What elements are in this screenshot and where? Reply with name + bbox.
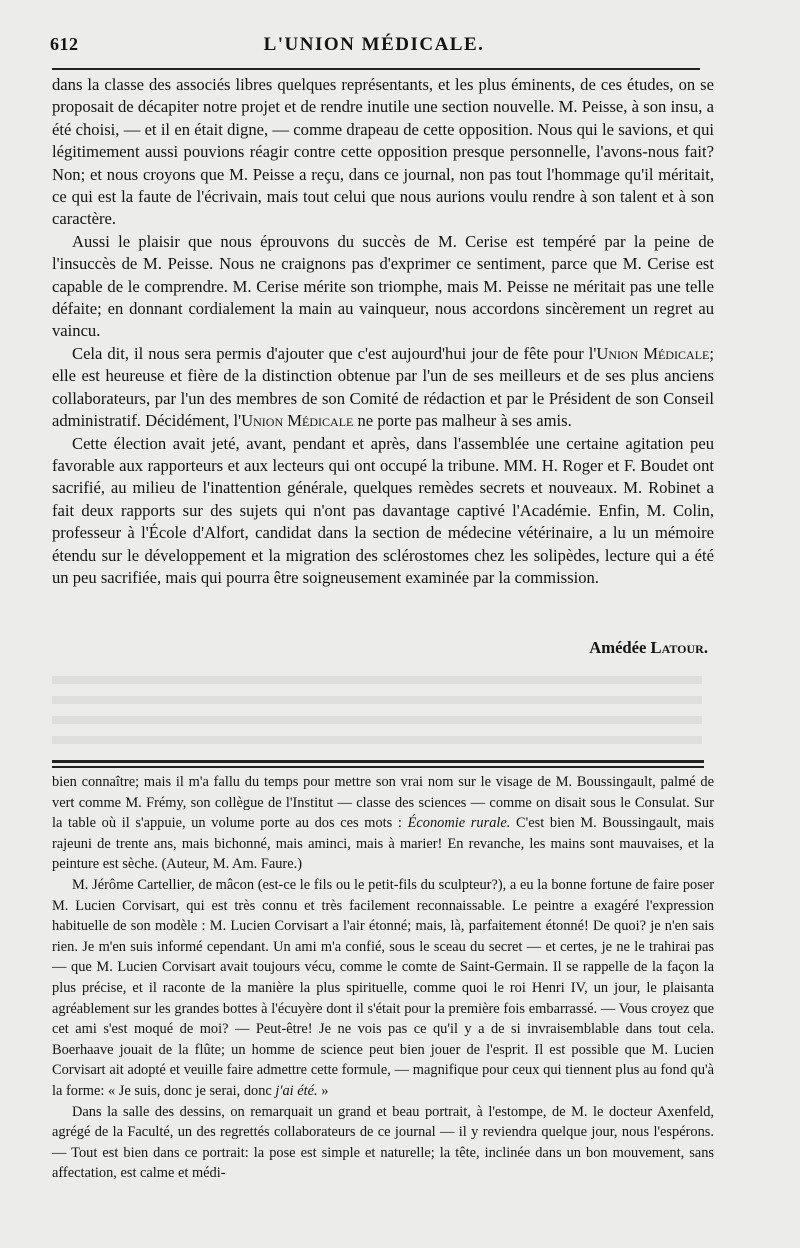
page-number: 612 [50, 34, 79, 54]
feuilleton-rule-top [52, 760, 704, 763]
feuilleton-paragraph-2 [52, 875, 714, 1102]
article-paragraph-1: dans la classe des associés libres quelques représentants, et les plus éminents, de ces études, on se proposait de décapiter notre projet et de rendre inutile une section nouvelle. M. Peisse, à son insu, a été choisi, — et il en était digne, — comme drapeau de cette opposition. Nous qui le savions, et qui légitimement aussi pouvions réagir contre cette opposition presque personnelle, l'avons-nous fait? Non; et nous croyons que M. Peisse a reçu, dans ce journal, non pas tout l'hommage qu'il méritait, ce qui est la faute de l'écrivain, mais tout celui que nous aurions voulu rendre à son talent et à son caractère. [52, 75, 714, 229]
feuilleton-body [52, 772, 714, 1184]
p3-text-3: ne porte pas malheur à ses amis. [353, 411, 572, 431]
feuilleton-rule-bottom [52, 766, 704, 768]
f2-end: » [317, 1082, 329, 1099]
journal-name: Union Médicale [596, 343, 710, 363]
article-paragraph-4: Cette élection avait jeté, avant, pendant et après, dans l'assemblée une certaine agitation peu favorable aux rapporteurs et aux lecteurs qui ont occupé la tribune. MM. H. Roger et F. Boudet ont sacrifié, au milieu de l'inattention générale, quelques remèdes secrets et nouveaux. M. Robinet a fait deux rapports sur des sujets qui n'ont pas davantage captivé l'Académie. Enfin, M. Colin, professeur à l'École d'Alfort, candidat dans la section de médecine vétérinaire, a lu un mémoire étendu sur le développement et la migration des sclérostomes chez les solipèdes, lecture qui a été un peu sacrifiée, mais qui pourra être soigneusement examinée par la commission. [52, 433, 714, 587]
running-title: L'UNION MÉDICALE. [263, 34, 485, 55]
journal-name: Union Médicale [241, 411, 354, 431]
show-through-area [52, 664, 702, 754]
f1-text: bien connaître; mais il m'a fallu du temps pour mettre son vrai nom sur le visage de M. Boussingault, palmé de vert comme M. Frémy, son collègue de l'Institut — classe des sciences — comme on disait sous le Consulat. Sur la table où il s'appuie, un volume porte au dos ces mots : [52, 774, 714, 832]
f1-rest: C'est bien M. Boussingault, mais rajeuni de trente ans, mais bichonné, mais aminci, mais à marier! En revanche, les mains sont mauvaises, et la peinture est sèche. (Auteur, M. Am. Faure.) [52, 815, 714, 873]
article-body [52, 74, 714, 589]
motto-italic: j'ai été. [275, 1082, 318, 1099]
p3-text-1: Cela dit, il nous sera permis d'ajouter que c'est aujourd'hui jour de fête pour l' [72, 343, 597, 363]
page-header [50, 30, 698, 66]
book-title: Économie rurale. [407, 815, 511, 832]
header-rule [52, 68, 700, 70]
article-paragraph-3 [52, 343, 714, 433]
article-paragraph-2: Aussi le plaisir que nous éprouvons du succès de M. Cerise est tempéré par la peine de l'insuccès de M. Peisse. Nous ne craignons pas d'exprimer ce sentiment, parce que M. Cerise est capable de le comprendre. M. Cerise mérite son triomphe, mais M. Peisse ne méritait pas une telle défaite; en donnant cordialement la main au vainqueur, nous accordons sincèrement un regret au vaincu. [52, 231, 714, 341]
p3-text-2: ; elle est heureuse et fière de la distinction obtenue par l'un de ses meilleurs et de ses plus anciens collaborateurs, par l'un des membres de son Comité de rédaction et par le Président de son Conseil administratif. Décidément, l' [52, 343, 715, 431]
feuilleton-paragraph-1 [52, 772, 714, 875]
signature-last-name: Latour. [650, 638, 708, 657]
f2-text: M. Jérôme Cartellier, de mâcon (est-ce le fils ou le petit-fils du sculpteur?), a eu la bonne fortune de faire poser M. Lucien Corvisart, qui est très connu et très facilement reconnaissable. Le peintre a exagéré l'expression habituelle de son modèle : M. Lucien Corvisart a l'air étonné; mais, là, parfaitement étonné! De quoi? je n'en sais rien. Je m'en suis informé cependant. Un ami m'a confié, sous le sceau du secret — et certes, je ne le trahirai pas — que M. Lucien Corvisart avait toujours vécu, comme le comte de Saint-Germain. Il se rappelle de la façon la plus précise, et il raconte de la manière la plus spirituelle, comme quoi le roi Henri IV, un jour, le plaisanta agréablement sur les grandes bottes à l'écuyère dont il s'était pour la première fois embarrassé. — Vous croyez que cet ami s'est moqué de moi? — Peut-être! Je ne vois pas ce qu'il y a de si invraisemblable dans tout cela. Boerhaave jouait de la flûte; un homme de science peut bien jouer de l'esprit. Il est possible que M. Lucien Corvisart ait adopté et veuille faire admettre cette formule, — magnifique pour ceux qui tiennent plus au fond qu'à la forme: « Je suis, donc je serai, donc [52, 876, 714, 1099]
author-signature [52, 638, 708, 658]
signature-first-name: Amédée [589, 638, 651, 657]
feuilleton-paragraph-3: Dans la salle des dessins, on remarquait un grand et beau portrait, à l'estompe, de M. le docteur Axenfeld, agrégé de la Faculté, un des regrettés collaborateurs de ce journal — il y reviendra quelque jour, nous l'espérons. — Tout est bien dans ce portrait: la pose est simple et naturelle; la tête, inclinée dans un bon mouvement, sans affectation, est calme et médi- [52, 1103, 714, 1182]
